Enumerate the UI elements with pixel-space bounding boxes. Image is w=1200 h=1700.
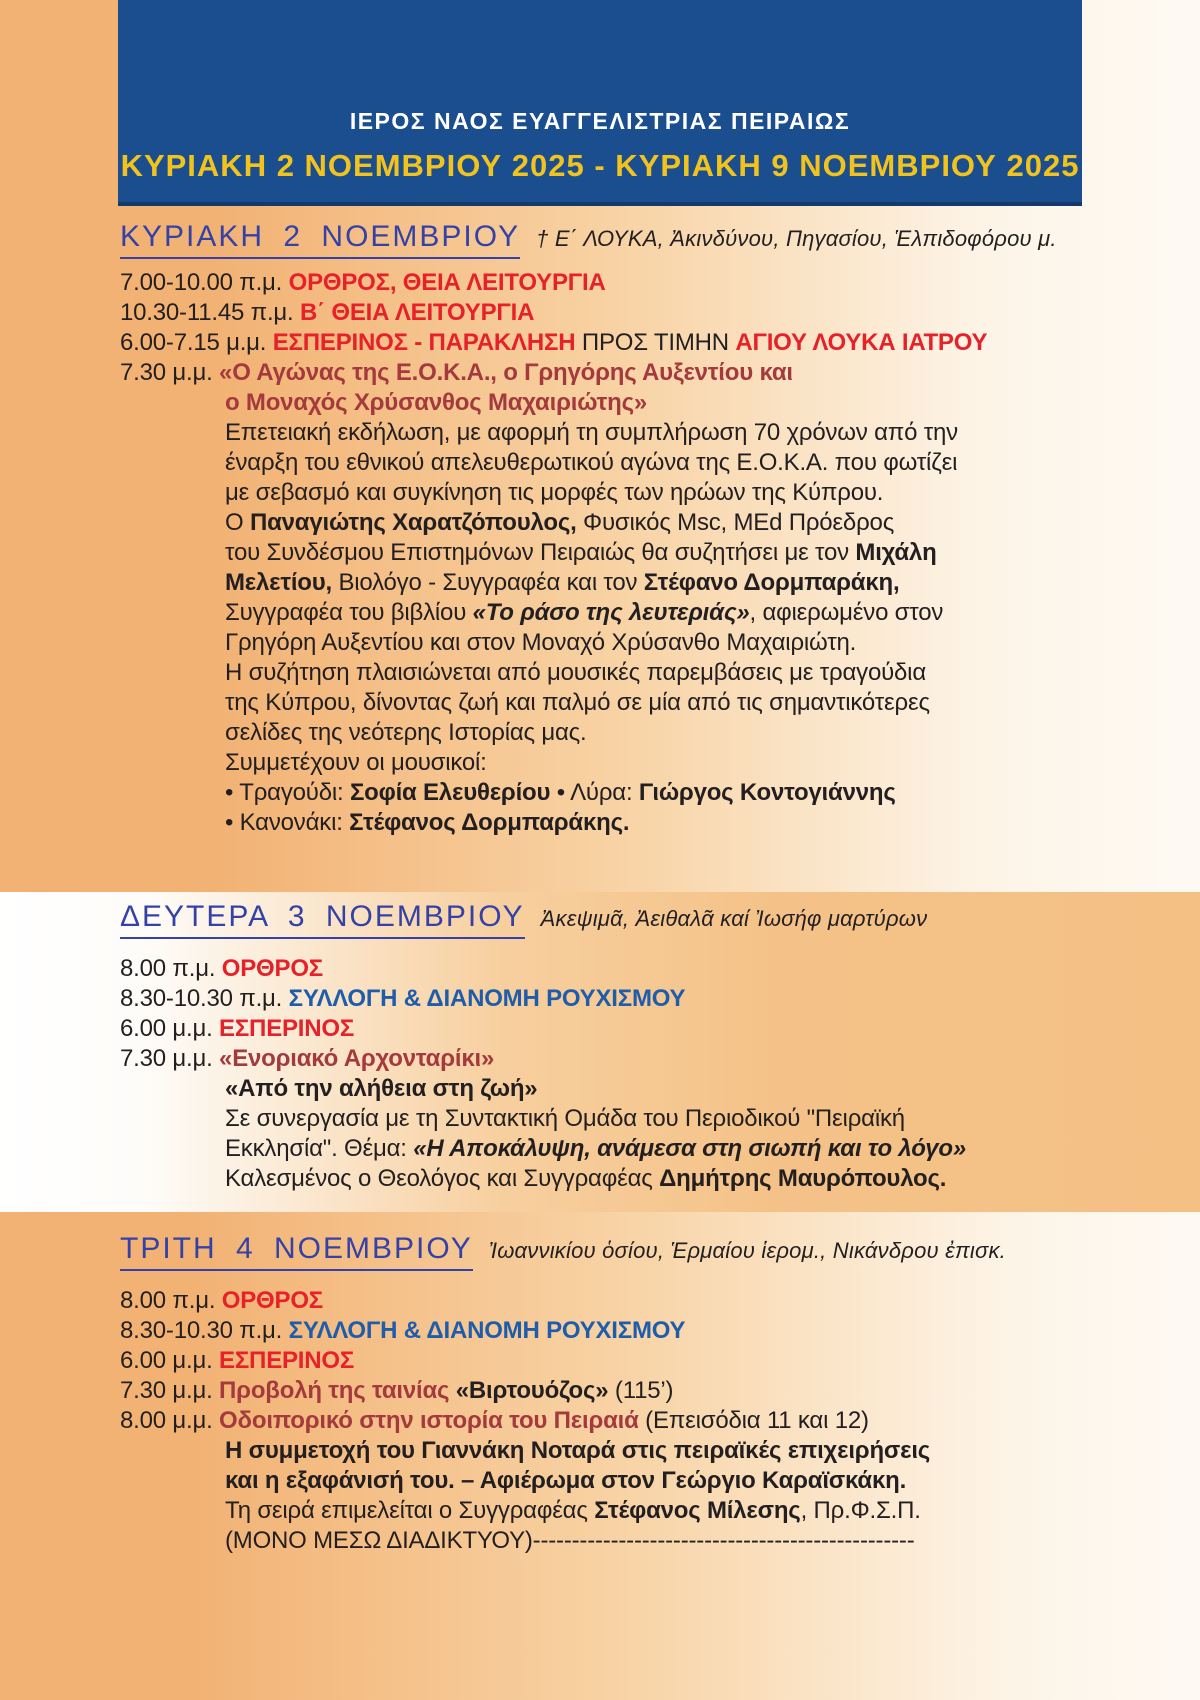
schedule-line (120, 1406, 1085, 1436)
text-segment: ΠΡΟΣ ΤΙΜΗΝ (581, 329, 736, 356)
text-segment: 6.00-7.15 μ.μ. (120, 329, 273, 356)
text-segment: 8.00 μ.μ. (120, 1407, 220, 1434)
text-segment: Σε συνεργασία με τη Συντακτική Ομάδα του Περιοδικού "Πειραϊκή (225, 1105, 905, 1132)
schedule-line (120, 268, 1085, 298)
text-segment: «Ενοριακό Αρχονταρίκι» (219, 1045, 495, 1072)
text-segment: έναρξη του εθνικού απελευθερωτικού αγώνα της Ε.Ο.Κ.Α. που φωτίζει (225, 449, 958, 476)
day-subtitle: Ἰωαννικίου ὁσίου, Ἑρμαίου ἱερομ., Νικάνδρου ἐπισκ. (488, 1238, 1006, 1263)
day-title: ΤΡΙΤΗ 4 ΝΟΕΜΒΡΙΟΥ (120, 1232, 473, 1271)
text-segment: 6.00 μ.μ. (120, 1347, 220, 1374)
text-segment: του Συνδέσμου Επιστημόνων Πειραιώς θα συζητήσει με τον (225, 539, 856, 566)
text-segment: Φυσικός Msc, MEd Πρόεδρος (576, 509, 895, 536)
schedule-line (120, 1044, 1085, 1074)
schedule-line (120, 1164, 1085, 1194)
text-segment: 8.30-10.30 π.μ. (120, 1317, 289, 1344)
text-segment: 8.00 π.μ. (120, 955, 222, 982)
text-segment: Παναγιώτης Χαρατζόπουλος, (249, 509, 577, 536)
text-segment: Β΄ ΘΕΙΑ ΛΕΙΤΟΥΡΓΙΑ (300, 299, 535, 326)
text-segment: της Κύπρου, δίνοντας ζωή και παλμό σε μία από τις σημαντικότερες (225, 689, 930, 716)
day-title: ΚΥΡΙΑΚΗ 2 ΝΟΕΜΒΡΙΟΥ (120, 220, 520, 259)
day-subtitle: † Ε΄ ΛΟΥΚΑ, Ἀκινδύνου, Πηγασίου, Ἑλπιδοφόρου μ. (536, 226, 1057, 251)
day-schedule (120, 268, 1085, 838)
schedule-line (120, 1104, 1085, 1134)
text-segment: Η συζήτηση πλαισιώνεται από μουσικές παρεμβάσεις με τραγούδια (225, 659, 926, 686)
schedule-line (120, 954, 1085, 984)
schedule-line (120, 1286, 1085, 1316)
text-segment: Στέφανος Δορμπαράκης. (349, 809, 630, 836)
schedule-line (120, 718, 1085, 748)
schedule-line (120, 748, 1085, 778)
schedule-line (120, 1074, 1085, 1104)
text-segment: «Ο Αγώνας της Ε.Ο.Κ.Α., ο Γρηγόρης Αυξεντίου και (219, 359, 793, 386)
text-segment: Ο (225, 509, 250, 536)
church-name: ΙΕΡΟΣ ΝΑΟΣ ΕΥΑΓΓΕΛΙΣΤΡΙΑΣ ΠΕΙΡΑΙΩΣ (349, 108, 851, 134)
schedule-line (120, 448, 1085, 478)
text-segment: 10.30-11.45 π.μ. (120, 299, 300, 326)
text-segment: Συμμετέχουν οι μουσικοί: (225, 749, 487, 776)
schedule-line (120, 1526, 1085, 1556)
schedule-line (120, 508, 1085, 538)
schedule-line (120, 1376, 1085, 1406)
schedule-line (120, 538, 1085, 568)
schedule-line (120, 1316, 1085, 1346)
text-segment: ο Μοναχός Χρύσανθος Μαχαιριώτης» (225, 389, 648, 416)
header-banner (118, 0, 1082, 206)
day-title: ΔΕΥΤΕΡΑ 3 ΝΟΕΜΒΡΙΟΥ (120, 900, 525, 939)
day-schedule (120, 1286, 1085, 1556)
schedule-line (120, 658, 1085, 688)
text-segment: σελίδες της νεότερης Ιστορίας μας. (225, 719, 587, 746)
text-segment: 7.30 μ.μ. (120, 1045, 220, 1072)
schedule-line (120, 1496, 1085, 1526)
text-segment: ΕΣΠΕΡΙΝΟΣ - ΠΑΡΑΚΛΗΣΗ (272, 329, 582, 356)
day-heading (120, 900, 1085, 940)
text-segment: και η εξαφάνισή του. – Αφιέρωμα στον Γεώργιο Καραϊσκάκη. (225, 1467, 907, 1494)
text-segment: • Τραγούδι: (225, 779, 350, 806)
text-segment: «Από την αλήθεια στη ζωή» (225, 1075, 538, 1102)
text-segment: 8.00 π.μ. (120, 1287, 222, 1314)
text-segment: ΟΡΘΡΟΣ, ΘΕΙΑ ΛΕΙΤΟΥΡΓΙΑ (288, 269, 606, 296)
text-segment: Δημήτρης Μαυρόπουλος. (659, 1165, 947, 1192)
text-segment: Στέφανος Μίλεσης (594, 1497, 801, 1524)
text-segment: 7.30 μ.μ. (120, 359, 220, 386)
schedule-line (120, 1134, 1085, 1164)
day-section-monday-3-november (120, 900, 1085, 1194)
text-segment: Συγγραφέα του βιβλίου (225, 599, 473, 626)
text-segment: 8.30-10.30 π.μ. (120, 985, 289, 1012)
text-segment: Βιολόγο - Συγγραφέα και τον (332, 569, 644, 596)
text-segment: Οδοιπορικό στην ιστορία του Πειραιά (219, 1407, 646, 1434)
text-segment: (115’) (608, 1377, 674, 1404)
text-segment: 7.00-10.00 π.μ. (120, 269, 289, 296)
schedule-line (120, 1436, 1085, 1466)
schedule-line (120, 328, 1085, 358)
text-segment: Εκκλησία". Θέμα: (225, 1135, 414, 1162)
week-date-range: ΚΥΡΙΑΚΗ 2 ΝΟΕΜΒΡΙΟΥ 2025 - ΚΥΡΙΑΚΗ 9 ΝΟΕΜΒΡΙΟΥ 2025 (120, 148, 1080, 183)
day-heading (120, 220, 1085, 260)
text-segment: 7.30 μ.μ. (120, 1377, 220, 1404)
schedule-line (120, 598, 1085, 628)
schedule-line (120, 478, 1085, 508)
schedule-line (120, 778, 1085, 808)
text-segment: 6.00 μ.μ. (120, 1015, 220, 1042)
text-segment: Τη σειρά επιμελείται ο Συγγραφέας (225, 1497, 595, 1524)
day-section-tuesday-4-november (120, 1232, 1085, 1556)
text-segment: «Βιρτουόζος» (455, 1377, 609, 1404)
text-segment: , Πρ.Φ.Σ.Π. (800, 1497, 921, 1524)
schedule-line (120, 984, 1085, 1014)
text-segment: ΑΓΙΟΥ ΛΟΥΚΑ ΙΑΤΡΟΥ (735, 329, 988, 356)
text-segment: Γρηγόρη Αυξεντίου και στον Μοναχό Χρύσανθο Μαχαιριώτη. (225, 629, 857, 656)
schedule-line (120, 808, 1085, 838)
schedule-line (120, 628, 1085, 658)
text-segment: Προβολή της ταινίας (219, 1377, 456, 1404)
text-segment: Στέφανο Δορμπαράκη, (643, 569, 900, 596)
text-segment: Μιχάλη (855, 539, 937, 566)
schedule-line (120, 388, 1085, 418)
text-segment: ΟΡΘΡΟΣ (221, 955, 324, 982)
text-segment: «Το ράσο της λευτεριάς» (472, 599, 750, 626)
schedule-line (120, 568, 1085, 598)
schedule-line (120, 418, 1085, 448)
text-segment: • Λύρα: (550, 779, 639, 806)
text-segment: Καλεσμένος ο Θεολόγος και Συγγραφέας (225, 1165, 660, 1192)
schedule-line (120, 1466, 1085, 1496)
text-segment: Γιώργος Κοντογιάννης (638, 779, 896, 806)
text-segment: ΣΥΛΛΟΓΗ & ΔΙΑΝΟΜΗ ΡΟΥΧΙΣΜΟΥ (288, 1317, 686, 1344)
text-segment: ΕΣΠΕΡΙΝΟΣ (219, 1015, 355, 1042)
text-segment: ΣΥΛΛΟΓΗ & ΔΙΑΝΟΜΗ ΡΟΥΧΙΣΜΟΥ (288, 985, 686, 1012)
day-section-sunday-2-november (120, 220, 1085, 838)
text-segment: Επετειακή εκδήλωση, με αφορμή τη συμπλήρωση 70 χρόνων από την (225, 419, 958, 446)
schedule-line (120, 298, 1085, 328)
text-segment: (ΜΟΝΟ ΜΕΣΩ ΔΙΑΔΙΚΤΥΟΥ)------------------------------------------------- (225, 1527, 915, 1554)
text-segment: , αφιερωμένο στον (749, 599, 944, 626)
text-segment: «Η Αποκάλυψη, ανάμεσα στη σιωπή και το λόγο» (413, 1135, 967, 1162)
text-segment: • Κανονάκι: (225, 809, 350, 836)
day-heading (120, 1232, 1085, 1272)
day-schedule (120, 954, 1085, 1194)
text-segment: με σεβασμό και συγκίνηση τις μορφές των ηρώων της Κύπρου. (225, 479, 884, 506)
text-segment: Σοφία Ελευθερίου (349, 779, 551, 806)
schedule-line (120, 688, 1085, 718)
schedule-line (120, 358, 1085, 388)
text-segment: Μελετίου, (225, 569, 332, 596)
text-segment: Η συμμετοχή του Γιαννάκη Νοταρά στις πειραϊκές επιχειρήσεις (225, 1437, 931, 1464)
schedule-line (120, 1014, 1085, 1044)
text-segment: ΕΣΠΕΡΙΝΟΣ (219, 1347, 355, 1374)
text-segment: ΟΡΘΡΟΣ (221, 1287, 324, 1314)
day-subtitle: Ἀκεψιμᾶ, Ἀειθαλᾶ καί Ἰωσήφ μαρτύρων (540, 906, 928, 931)
schedule-line (120, 1346, 1085, 1376)
text-segment: (Επεισόδια 11 και 12) (645, 1407, 869, 1434)
